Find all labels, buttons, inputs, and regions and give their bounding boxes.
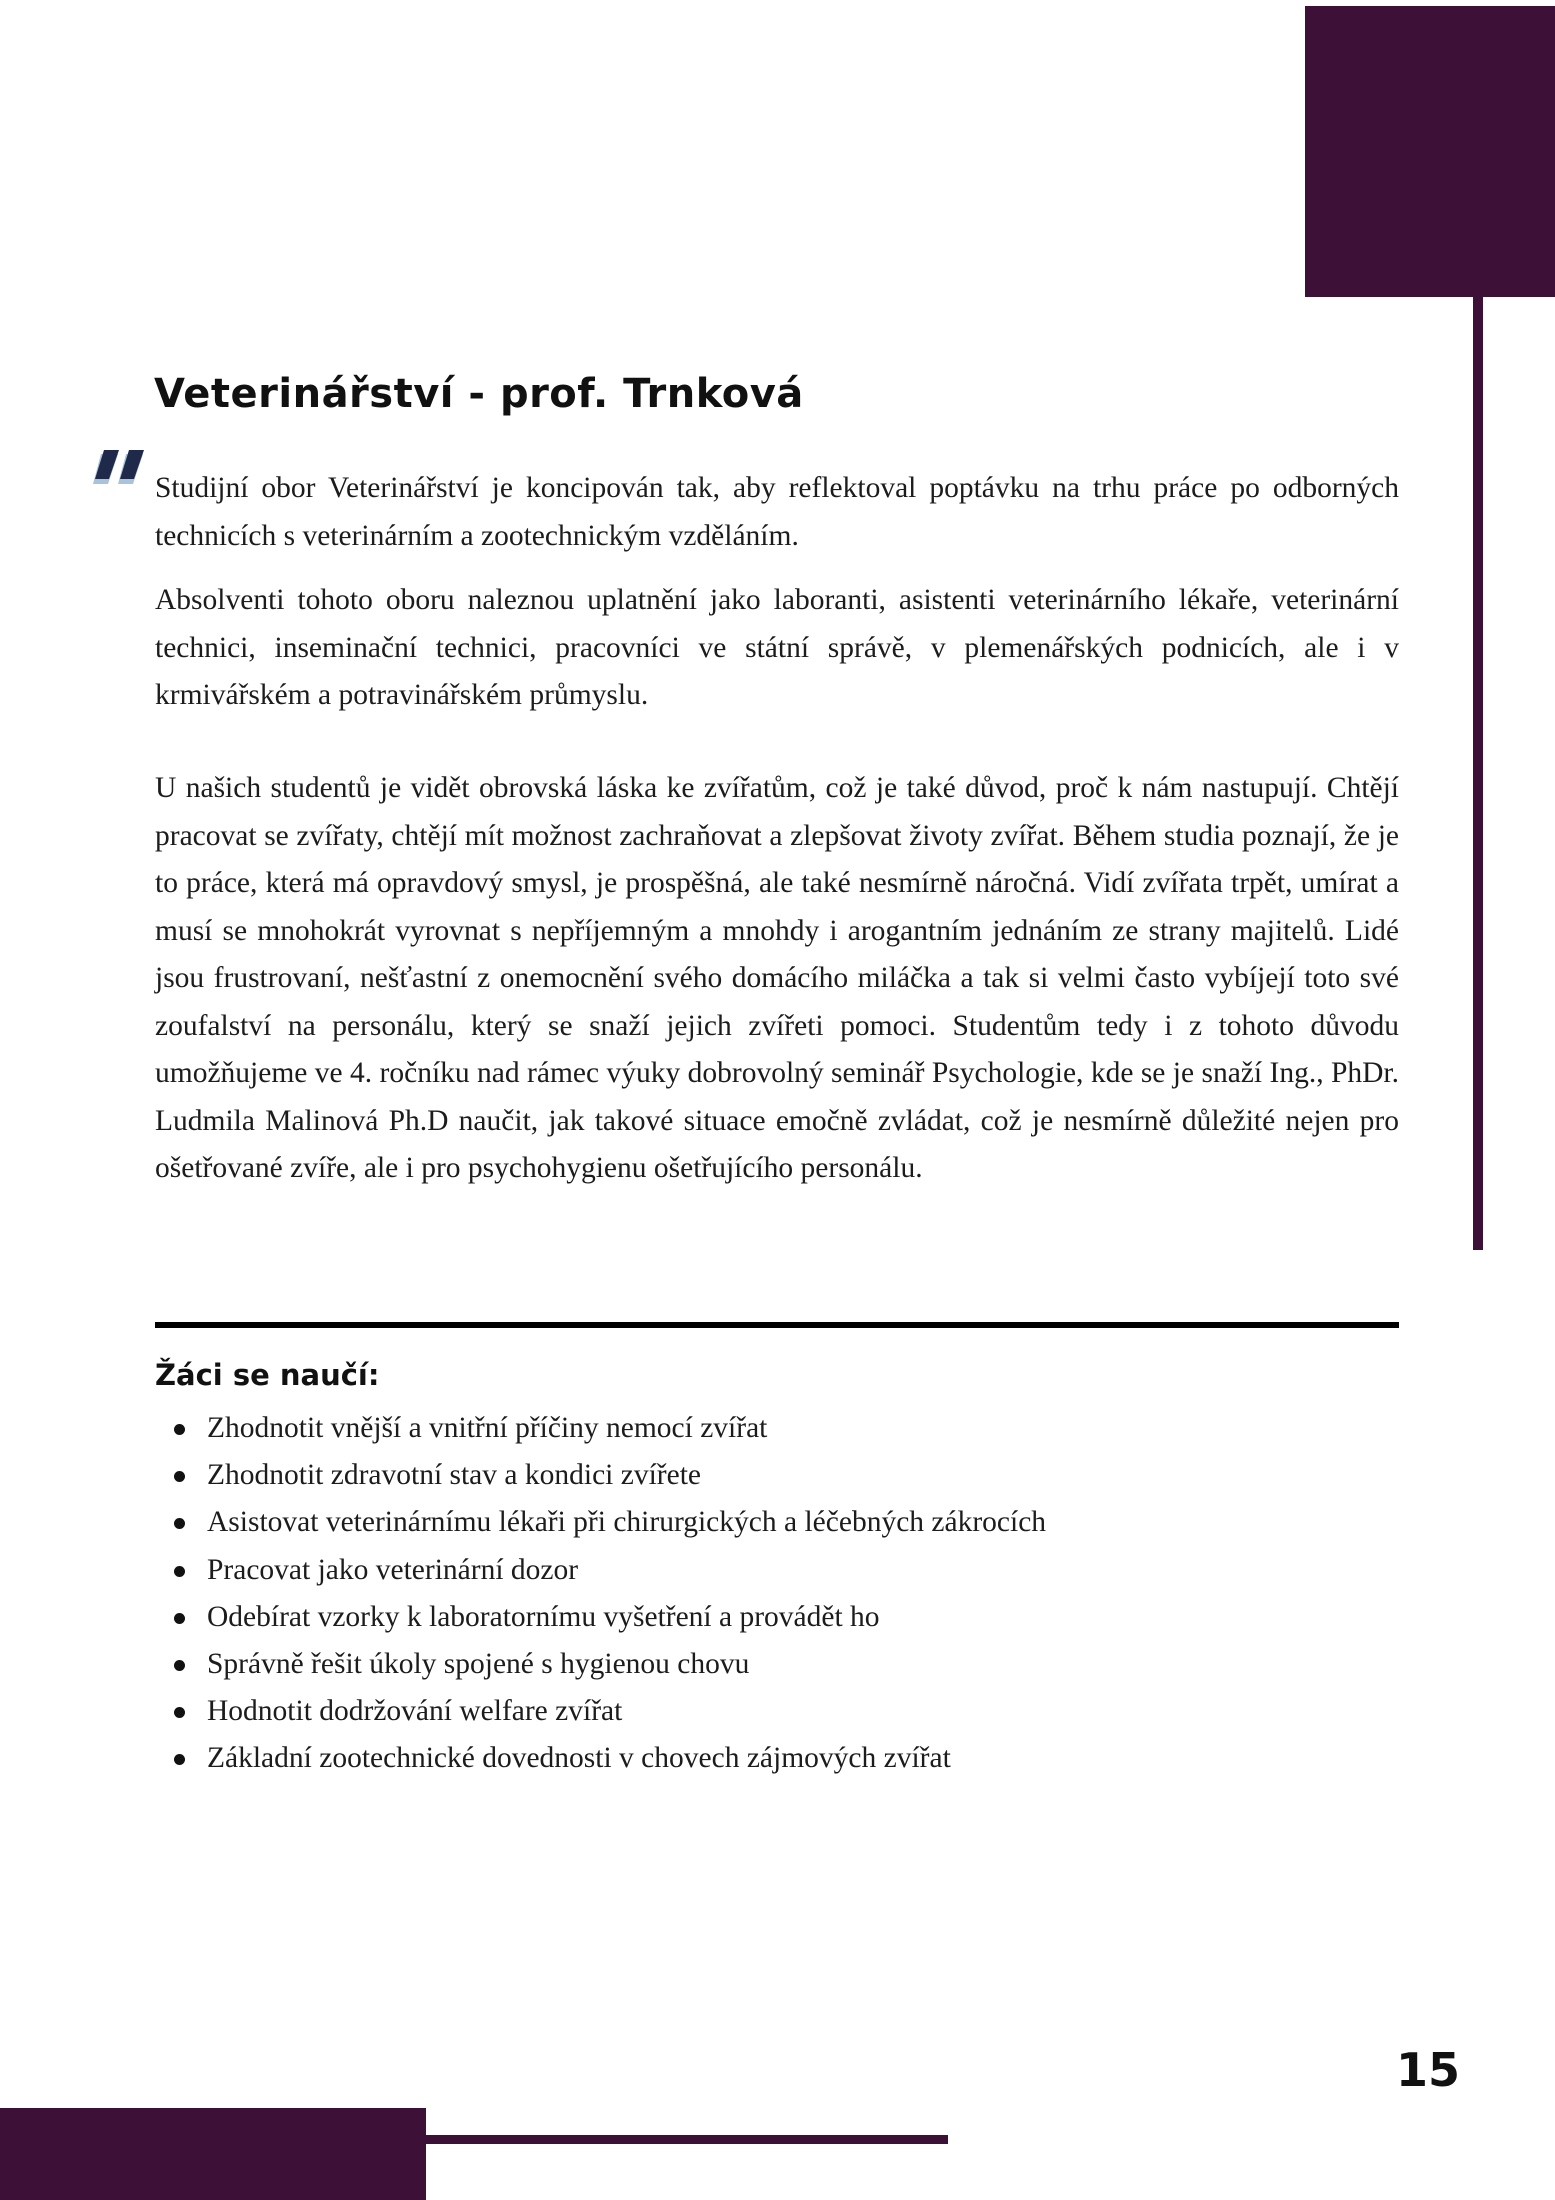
page-title: Veterinářství - prof. Trnková bbox=[154, 371, 804, 417]
quote-icon bbox=[92, 448, 150, 488]
skill-item bbox=[155, 1452, 1355, 1499]
bullet-icon bbox=[174, 1471, 185, 1482]
skill-item bbox=[155, 1594, 1355, 1641]
graduates-paragraph: Absolventi tohoto oboru naleznou uplatnění jako laboranti, asistenti veterinárního lékaře, veterinární technici, inseminační technici, pracovníci ve státní správě, v plemenářských podnicích, ale i v krmivářském a potravinářském průmyslu. bbox=[155, 584, 1399, 711]
skill-text: Zhodnotit zdravotní stav a kondici zvířete bbox=[207, 1459, 701, 1492]
decorative-bottom-line bbox=[426, 2135, 948, 2144]
students-paragraph: U našich studentů je vidět obrovská láska ke zvířatům, což je také důvod, proč k nám nastupují. Chtějí pracovat se zvířaty, chtějí mít možnost zachraňovat a zlepšovat životy zvířat. Během studia poznají, že je to práce, která má opravdový smysl, je prospěšná, ale také nesmírně náročná. Vidí zvířata trpět, umírat a musí se mnohokrát vyrovnat s nepříjemným a mnohdy i arogantním jednáním ze strany majitelů. Lidé jsou frustrovaní, nešťastní z onemocnění svého domácího miláčka a tak si velmi často vybíjejí toto své zoufalství na personálu, který se snaží jejich zvířeti pomoci. Studentům tedy i z tohoto důvodu umožňujeme ve 4. ročníku nad rámec výuky dobrovolný seminář Psychologie, kde se je snaží Ing., PhDr. Ludmila Malinová Ph.D naučit, jak takové situace emočně zvládat, což je nesmírně důležité nejen pro ošetřované zvíře, ale i pro psychohygienu ošetřujícího personálu. bbox=[155, 772, 1399, 1184]
skill-item bbox=[155, 1641, 1355, 1688]
skill-text: Hodnotit dodržování welfare zvířat bbox=[207, 1695, 623, 1728]
decorative-right-line bbox=[1473, 297, 1483, 1250]
skill-text: Zhodnotit vnější a vnitřní příčiny nemocí zvířat bbox=[207, 1412, 768, 1444]
skill-item bbox=[155, 1547, 1355, 1594]
skills-heading: Žáci se naučí: bbox=[155, 1358, 380, 1392]
section-divider bbox=[155, 1322, 1399, 1328]
bullet-icon bbox=[174, 1424, 185, 1435]
decorative-top-block bbox=[1305, 6, 1555, 297]
skill-text: Pracovat jako veterinární dozor bbox=[207, 1553, 579, 1586]
skill-item bbox=[155, 1688, 1355, 1735]
skill-item bbox=[155, 1499, 1355, 1546]
bullet-icon bbox=[174, 1707, 185, 1718]
decorative-bottom-block bbox=[0, 2108, 426, 2200]
skill-text: Odebírat vzorky k laboratornímu vyšetření a provádět ho bbox=[207, 1600, 880, 1633]
bullet-icon bbox=[174, 1660, 185, 1671]
intro-paragraph: Studijní obor Veterinářství je koncipován tak, aby reflektoval poptávku na trhu práce po odborných technicích s veterinárním a zootechnickým vzděláním. bbox=[155, 472, 1399, 552]
skill-text: Základní zootechnické dovednosti v chovech zájmových zvířat bbox=[207, 1742, 951, 1775]
skills-list bbox=[155, 1405, 1355, 1783]
skill-item bbox=[155, 1735, 1355, 1782]
bullet-icon bbox=[174, 1518, 185, 1529]
skill-text: Asistovat veterinárnímu lékaři při chirurgických a léčebných zákrocích bbox=[207, 1506, 1047, 1539]
bullet-icon bbox=[174, 1566, 185, 1577]
page-number: 15 bbox=[1395, 2043, 1460, 2097]
bullet-icon bbox=[174, 1754, 185, 1765]
skill-item bbox=[155, 1405, 1355, 1452]
bullet-icon bbox=[174, 1613, 185, 1624]
skill-text: Správně řešit úkoly spojené s hygienou chovu bbox=[207, 1648, 750, 1681]
